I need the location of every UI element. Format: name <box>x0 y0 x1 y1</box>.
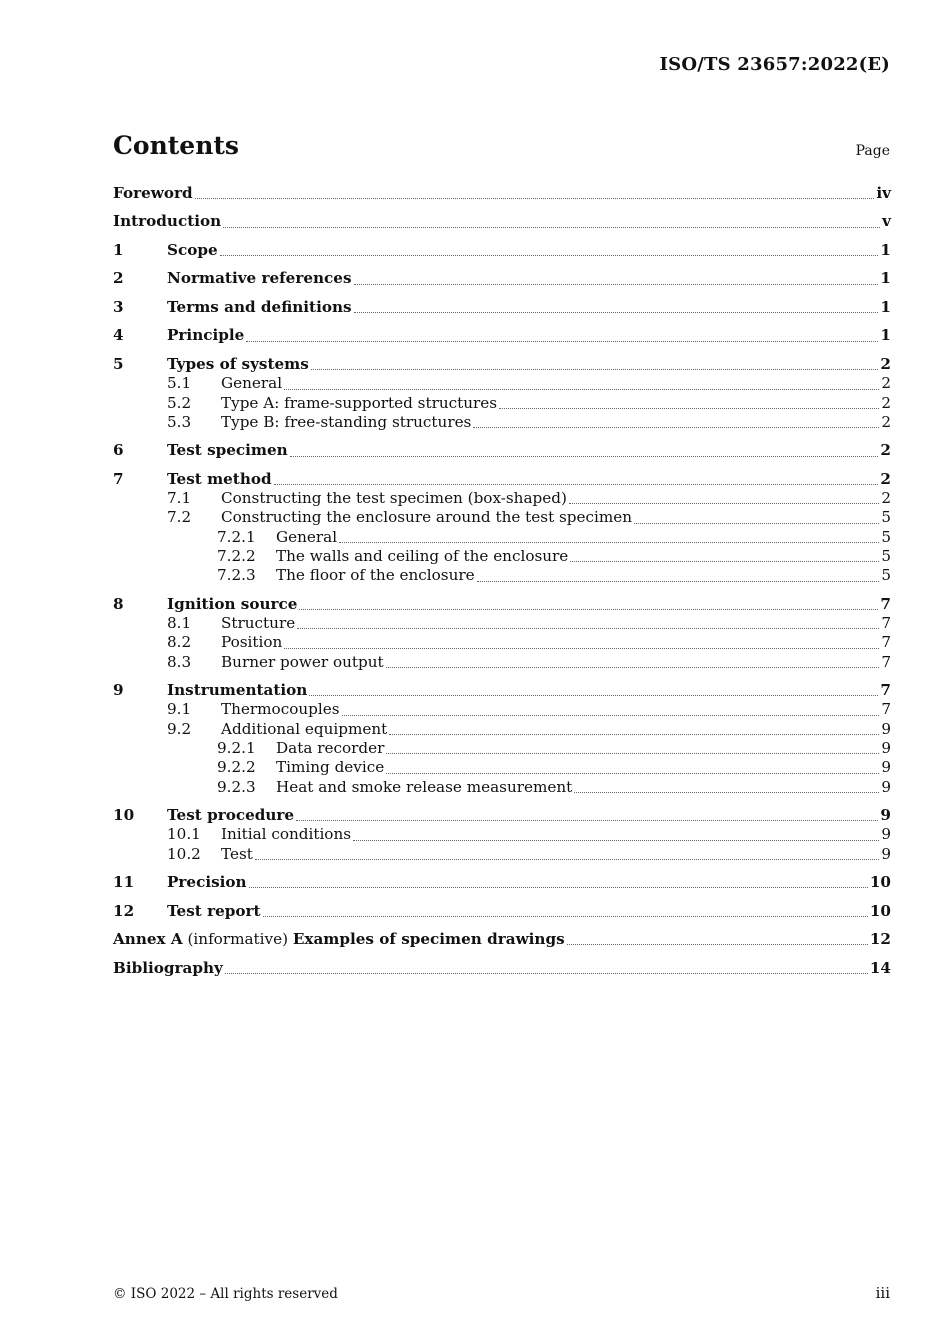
toc-entry-title: Structure <box>221 614 296 633</box>
dot-leader <box>634 523 879 524</box>
toc-entry-title: Constructing the test specimen (box-shaped) <box>221 489 567 508</box>
dot-leader <box>386 667 880 668</box>
toc-entry-page: 2 <box>880 354 891 373</box>
toc-entry[interactable] <box>113 269 891 288</box>
page-number: iii <box>875 1284 890 1302</box>
toc-entry-number: 8.3 <box>167 652 192 671</box>
toc-entry[interactable] <box>113 825 891 844</box>
toc-entry-page: 9 <box>881 844 891 863</box>
toc-entry-title: Introduction <box>113 212 222 231</box>
toc-entry-number: 7.2.3 <box>217 566 256 585</box>
toc-entry[interactable] <box>113 413 891 432</box>
dot-leader <box>570 561 879 562</box>
dot-leader <box>354 284 879 285</box>
toc-entry[interactable] <box>113 930 891 949</box>
dot-leader <box>499 408 879 409</box>
toc-entry-page: 7 <box>881 614 891 633</box>
toc-entry-page: 5 <box>881 508 891 527</box>
toc-entry-page: 5 <box>881 546 891 565</box>
toc-entry-page: 1 <box>880 297 891 316</box>
toc-entry-title: Thermocouples <box>221 700 340 719</box>
toc-entry-number: 7.2.2 <box>217 546 256 565</box>
dot-leader <box>342 715 880 716</box>
toc-entry-title: Initial conditions <box>221 825 352 844</box>
copyright-notice: © ISO 2022 – All rights reserved <box>113 1286 338 1302</box>
toc-entry-number: 2 <box>113 269 124 288</box>
annex-title: Examples of specimen drawings <box>292 930 565 949</box>
toc-entry[interactable] <box>113 806 891 825</box>
toc-entry-number: 8.1 <box>167 614 192 633</box>
toc-entry-title: Test <box>221 844 253 863</box>
toc-entry-number: 7.2 <box>167 508 192 527</box>
annex-label: Annex A <box>113 930 183 949</box>
toc-entry-title: Precision <box>167 873 247 892</box>
toc-entry-page: 7 <box>881 700 891 719</box>
toc-entry-title: Ignition source <box>167 594 298 613</box>
toc-entry-page: v <box>882 212 891 231</box>
toc-entry[interactable] <box>113 778 891 797</box>
toc-entry-page: 9 <box>881 758 891 777</box>
toc-entry-page: 2 <box>881 489 891 508</box>
toc-entry-title: Normative references <box>167 269 352 288</box>
toc-entry-title: The floor of the enclosure <box>276 566 475 585</box>
toc-entry-page: 14 <box>869 958 891 977</box>
dot-leader <box>220 255 879 256</box>
dot-leader <box>354 312 879 313</box>
toc-entry[interactable] <box>113 720 891 739</box>
toc-entry-number: 8.2 <box>167 633 192 652</box>
toc-entry-title: Bibliography <box>113 958 223 977</box>
toc-entry[interactable] <box>113 845 891 864</box>
dot-leader <box>309 695 878 696</box>
toc-entry-page: 12 <box>869 930 891 949</box>
toc-entry[interactable] <box>113 326 891 345</box>
toc-entry-title <box>113 930 565 949</box>
toc-entry[interactable] <box>113 681 891 700</box>
toc-entry-number: 9.2.3 <box>217 777 256 796</box>
dot-leader <box>274 484 879 485</box>
dot-leader <box>296 820 878 821</box>
toc-entry-title: Principle <box>167 326 245 345</box>
dot-leader <box>477 581 880 582</box>
toc-entry-title: Test procedure <box>167 806 295 825</box>
toc-entry-page: 10 <box>869 901 891 920</box>
toc-entry-number: 7 <box>113 469 124 488</box>
toc-entry[interactable] <box>113 441 891 460</box>
toc-entry[interactable] <box>113 212 891 231</box>
toc-entry[interactable] <box>113 374 891 393</box>
toc-entry-title: General <box>276 527 338 546</box>
toc-entry-number: 9.1 <box>167 700 192 719</box>
toc-entry-page: 9 <box>881 777 891 796</box>
toc-entry-number: 7.2.1 <box>217 527 256 546</box>
toc-entry-page: 1 <box>880 240 891 259</box>
toc-entry-page: 7 <box>880 681 891 700</box>
toc-entry-number: 1 <box>113 240 124 259</box>
toc-entry-number: 9.2.1 <box>217 739 256 757</box>
dot-leader <box>246 341 878 342</box>
toc-entry-number: 9 <box>113 681 124 700</box>
toc-entry-page: 5 <box>881 527 891 546</box>
toc-entry-title: Timing device <box>276 758 385 777</box>
contents-heading: Contents <box>113 131 240 160</box>
toc-entry-title: The walls and ceiling of the enclosure <box>276 546 569 565</box>
toc-entry-number: 9.2 <box>167 719 192 738</box>
toc-entry-number: 5.3 <box>167 412 192 431</box>
toc-entry-page: 2 <box>881 393 891 412</box>
dot-leader <box>297 628 879 629</box>
dot-leader <box>263 916 868 917</box>
toc-entry-page: 2 <box>881 412 891 431</box>
toc-entry-number: 11 <box>113 873 135 892</box>
toc-entry[interactable] <box>113 298 891 317</box>
toc-entry[interactable] <box>113 614 891 633</box>
toc-entry-number: 10.1 <box>167 825 201 844</box>
toc-entry-title: Type A: frame-supported structures <box>221 393 498 412</box>
dot-leader <box>389 734 879 735</box>
toc-entry-title: Type B: free-standing structures <box>221 412 472 431</box>
toc-entry-number: 10 <box>113 806 135 825</box>
toc-entry-page: 1 <box>880 326 891 345</box>
toc-entry-page: 2 <box>880 441 891 460</box>
toc-entry-page: 1 <box>880 269 891 288</box>
toc-entry[interactable] <box>113 902 891 921</box>
toc-entry-title: Test method <box>167 469 272 488</box>
toc-entry[interactable] <box>113 528 891 547</box>
dot-leader <box>386 753 879 754</box>
toc-entry[interactable] <box>113 184 891 203</box>
toc-entry-number: 10.2 <box>167 844 201 863</box>
toc-entry-number: 9.2.2 <box>217 758 256 777</box>
toc-entry-title: Instrumentation <box>167 681 308 700</box>
toc-entry-title: Burner power output <box>221 652 384 671</box>
dot-leader <box>284 648 879 649</box>
toc-entry-page: 2 <box>880 469 891 488</box>
toc-entry[interactable] <box>113 508 891 527</box>
dot-leader <box>569 503 879 504</box>
toc-entry-title: Additional equipment <box>221 719 388 738</box>
dot-leader <box>195 198 875 199</box>
toc-entry-title: Foreword <box>113 184 193 202</box>
dot-leader <box>284 389 879 390</box>
toc-entry-title: Heat and smoke release measurement <box>276 777 573 796</box>
dot-leader <box>567 944 868 945</box>
toc-entry-title: Constructing the enclosure around the test specimen <box>221 508 633 527</box>
toc-entry-title: Types of systems <box>167 354 309 373</box>
toc-entry[interactable] <box>113 700 891 719</box>
page-column-label: Page <box>855 143 890 159</box>
toc-entry[interactable] <box>113 633 891 652</box>
toc-entry-page: 9 <box>881 739 891 757</box>
toc-entry-page: 10 <box>869 873 891 892</box>
toc-entry-number: 7.1 <box>167 489 192 508</box>
toc-entry-title: Position <box>221 633 283 652</box>
toc-entry[interactable] <box>113 595 891 614</box>
toc-entry[interactable] <box>113 489 891 508</box>
dot-leader <box>386 773 879 774</box>
toc-entry[interactable] <box>113 739 891 758</box>
toc-entry[interactable] <box>113 355 891 374</box>
dot-leader <box>223 227 880 228</box>
toc-entry-title: Test report <box>167 901 261 920</box>
dot-leader <box>225 973 868 974</box>
toc-entry-title: Terms and definitions <box>167 297 352 316</box>
dot-leader <box>353 840 879 841</box>
toc-entry[interactable] <box>113 394 891 413</box>
toc-entry-title: Data recorder <box>276 739 385 757</box>
dot-leader <box>339 542 879 543</box>
document-id: ISO/TS 23657:2022(E) <box>659 54 890 75</box>
toc-entry-number: 4 <box>113 326 124 345</box>
annex-status: (informative) <box>182 930 293 949</box>
dot-leader <box>299 609 878 610</box>
toc-entry-number: 8 <box>113 594 124 613</box>
dot-leader <box>249 887 868 888</box>
dot-leader <box>290 456 879 457</box>
toc-entry-title: Scope <box>167 240 218 259</box>
toc-entry-number: 6 <box>113 441 124 460</box>
toc-entry[interactable] <box>113 470 891 489</box>
toc-entry-page: 9 <box>881 825 891 844</box>
toc-entry-number: 5.1 <box>167 374 192 393</box>
toc-entry[interactable] <box>113 547 891 566</box>
toc-entry-page: 9 <box>881 719 891 738</box>
toc-entry-title: General <box>221 374 283 393</box>
toc-entry-title: Test specimen <box>167 441 288 460</box>
toc-entry-page: 2 <box>881 374 891 393</box>
toc-entry-number: 3 <box>113 297 124 316</box>
toc-entry[interactable] <box>113 241 891 260</box>
toc-entry[interactable] <box>113 653 891 672</box>
dot-leader <box>473 427 879 428</box>
toc-entry-page: 7 <box>881 652 891 671</box>
dot-leader <box>255 859 879 860</box>
toc-entry-page: 7 <box>881 633 891 652</box>
toc-entry-number: 5 <box>113 354 124 373</box>
toc-entry[interactable] <box>113 959 891 978</box>
toc-entry[interactable] <box>113 758 891 777</box>
toc-entry-page: iv <box>876 184 891 202</box>
table-of-contents <box>113 184 891 978</box>
toc-entry-page: 5 <box>881 566 891 585</box>
dot-leader <box>574 792 879 793</box>
toc-entry-page: 9 <box>880 806 891 825</box>
toc-entry[interactable] <box>113 566 891 585</box>
dot-leader <box>311 369 879 370</box>
toc-entry-number: 12 <box>113 901 135 920</box>
toc-entry-number: 5.2 <box>167 393 192 412</box>
toc-entry[interactable] <box>113 873 891 892</box>
toc-entry-page: 7 <box>880 594 891 613</box>
